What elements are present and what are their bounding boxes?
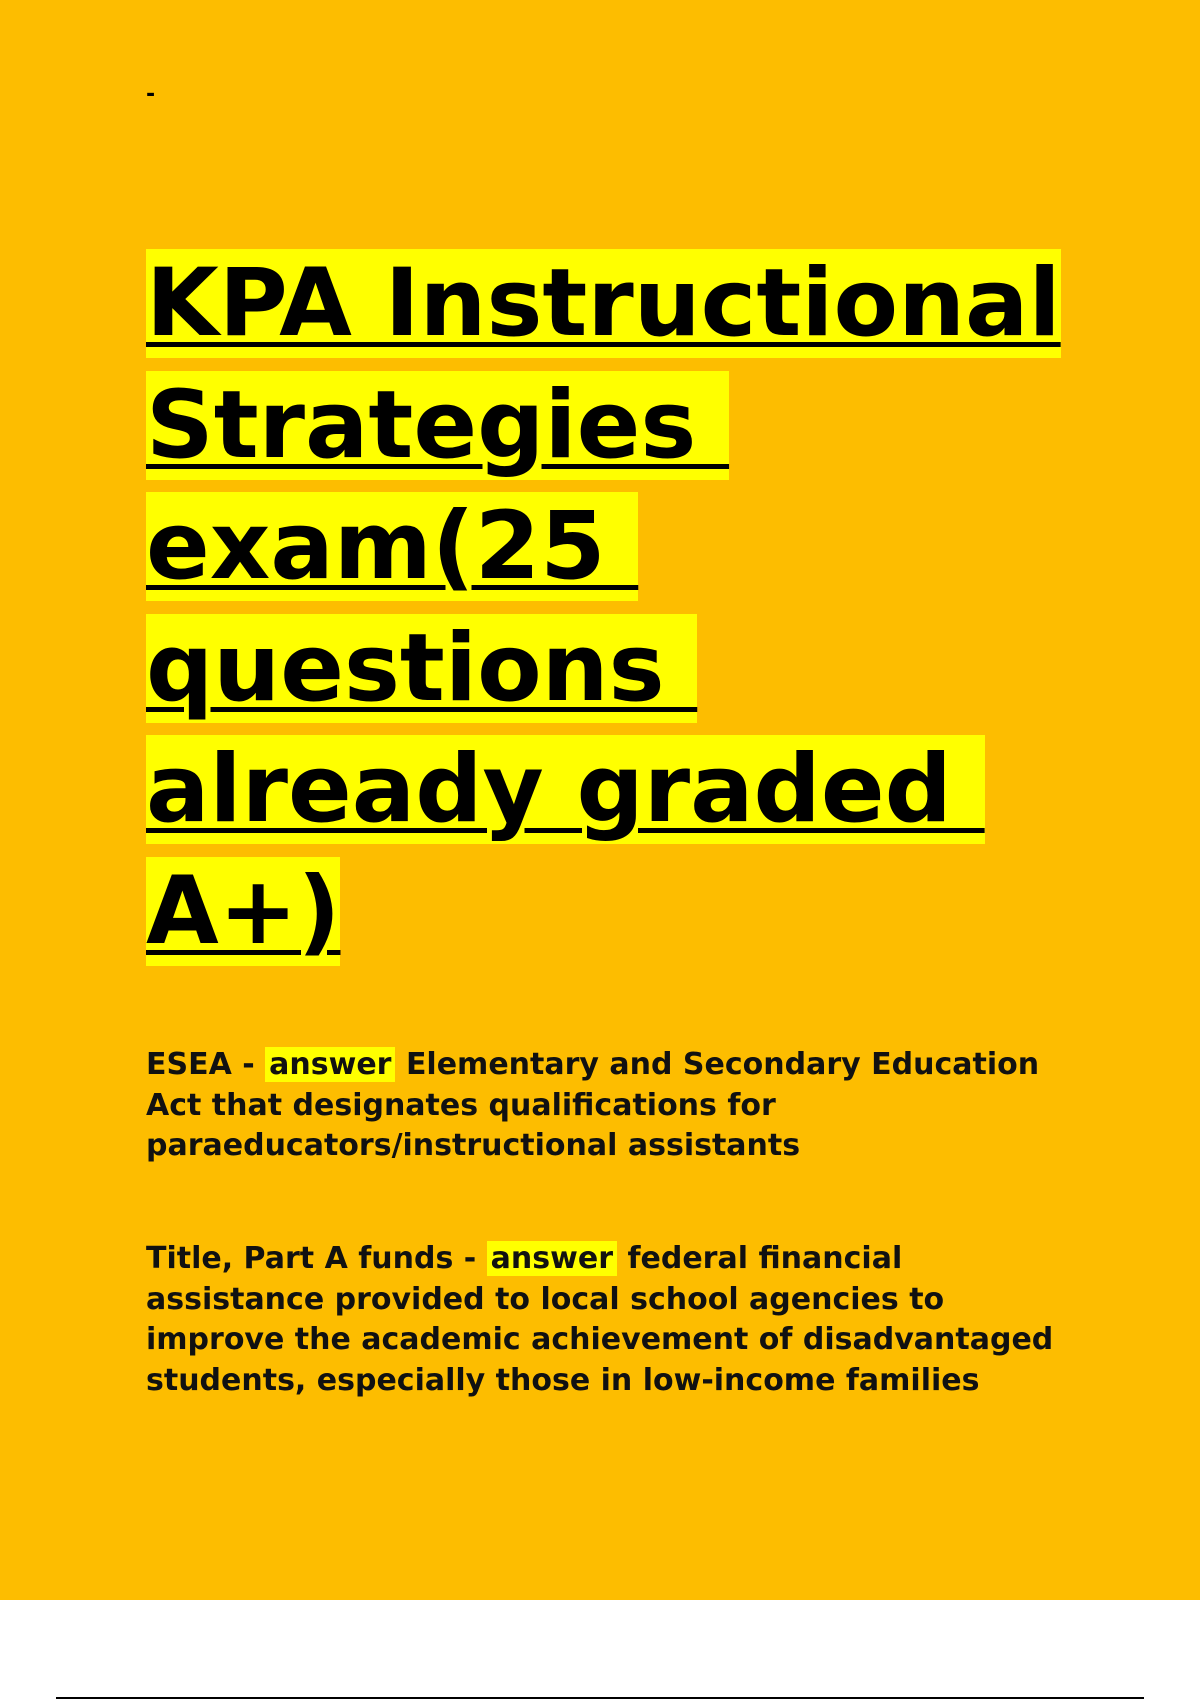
qa-definition: federal financial assistance provided to local school agencies to improve the academic achievement of disadvantaged students, especially those in low-income families <box>146 1241 1054 1398</box>
qa-term: ESEA <box>146 1047 232 1082</box>
answer-highlight: answer <box>265 1047 395 1082</box>
qa-item-esea <box>146 1045 1076 1167</box>
title-line <box>146 486 1146 608</box>
qa-term: Title, Part A funds <box>146 1241 454 1276</box>
title-line-text: KPA Instructional <box>146 249 1061 358</box>
title-line <box>146 243 1146 365</box>
qa-item-title-part-a <box>146 1239 1076 1401</box>
document-title <box>146 243 1146 972</box>
qa-definition: Elementary and Secondary Education Act that designates qualifications for paraeducators/instructional assistants <box>146 1047 1040 1163</box>
title-line-text: questions <box>146 613 698 723</box>
qa-separator: - <box>453 1241 487 1276</box>
answer-highlight: answer <box>487 1241 617 1276</box>
title-line <box>146 365 1146 487</box>
title-line <box>146 851 1146 973</box>
title-line-text: exam(25 <box>146 492 639 601</box>
title-line-text: already graded <box>146 735 985 844</box>
footer-divider <box>56 1697 1144 1699</box>
title-line-text: A+) <box>146 856 341 966</box>
title-line <box>146 729 1146 851</box>
qa-separator: - <box>231 1047 266 1082</box>
title-line <box>146 608 1146 730</box>
top-dash-mark: - <box>146 82 156 107</box>
title-line-text: Strategies <box>146 370 730 480</box>
